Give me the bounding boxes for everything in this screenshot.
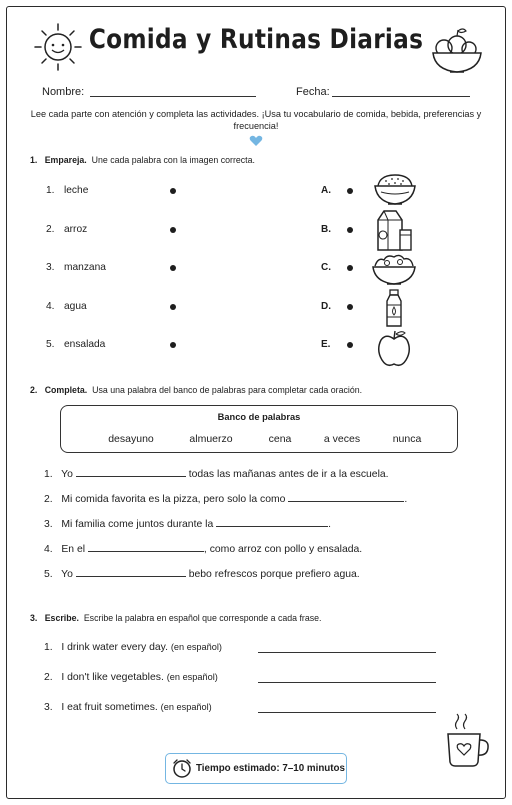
salad-bowl-icon — [370, 252, 418, 288]
answer-line[interactable] — [258, 682, 436, 683]
translate-item — [44, 672, 218, 683]
match-dot-left[interactable] — [170, 188, 176, 194]
answer-line[interactable] — [258, 652, 436, 653]
bank-word: cena — [268, 433, 292, 445]
section-number: 3. — [30, 613, 38, 623]
sentence-item — [44, 569, 360, 580]
water-bottle-icon — [383, 289, 405, 329]
name-label: Nombre: — [42, 86, 85, 98]
english-phrase: I don't like vegetables. — [61, 672, 164, 683]
section-text: Escribe la palabra en español que corresponde a cada frase. — [83, 613, 322, 623]
instructions: Lee cada parte con atención y completa las actividades. ¡Usa tu vocabulario de comida, bebida, preferencias y frecuencia! — [30, 109, 482, 131]
translate-item — [44, 642, 222, 653]
item-number: 3. — [44, 702, 53, 713]
name-field[interactable] — [90, 96, 256, 97]
section-1-heading — [30, 155, 255, 165]
heart-icon — [249, 135, 263, 147]
match-word: agua — [64, 301, 87, 312]
match-dot-left[interactable] — [170, 265, 176, 271]
option-letter: D. — [321, 301, 331, 312]
english-phrase: I eat fruit sometimes. — [61, 702, 158, 713]
match-dot-right[interactable] — [347, 342, 353, 348]
fruit-bowl-icon — [430, 26, 484, 76]
section-text: Usa una palabra del banco de palabras para completar cada oración. — [92, 385, 363, 395]
match-dot-left[interactable] — [170, 304, 176, 310]
option-letter: A. — [321, 185, 331, 196]
sentence-end: todas las mañanas antes de ir a la escuela. — [188, 469, 389, 480]
item-number: 2. — [44, 494, 53, 505]
sentence-end: . — [328, 519, 332, 530]
match-word: manzana — [64, 262, 106, 273]
section-text: Une cada palabra con la imagen correcta. — [91, 155, 255, 165]
sentence-start: En el — [61, 544, 86, 555]
answer-blank[interactable] — [216, 526, 328, 527]
item-number: 1. — [44, 642, 53, 653]
match-dot-right[interactable] — [347, 227, 353, 233]
bank-word: desayuno — [108, 433, 154, 445]
answer-blank[interactable] — [288, 501, 404, 502]
english-phrase: I drink water every day. — [61, 642, 168, 653]
item-number: 4. — [46, 301, 55, 312]
section-title: Escribe. — [44, 613, 79, 623]
clock-icon — [173, 759, 191, 778]
item-number: 3. — [44, 519, 53, 530]
sentence-item — [44, 519, 331, 530]
rice-bowl-icon — [372, 172, 418, 208]
time-estimate-badge — [165, 753, 347, 784]
option-letter: B. — [321, 224, 331, 235]
bank-word: almuerzo — [189, 433, 233, 445]
option-letter: E. — [321, 339, 331, 350]
item-number: 5. — [44, 569, 53, 580]
hint: (en español) — [166, 672, 218, 682]
sentence-item — [44, 494, 407, 505]
sentence-start: Mi familia come juntos durante la — [61, 519, 214, 530]
word-bank — [60, 405, 458, 453]
section-2-heading — [30, 385, 362, 395]
hint: (en español) — [170, 642, 222, 652]
coffee-mug-icon — [443, 716, 495, 770]
match-word: arroz — [64, 224, 88, 235]
sentence-item — [44, 469, 389, 480]
match-dot-right[interactable] — [347, 265, 353, 271]
sentence-start: Mi comida favorita es la pizza, pero solo la como — [61, 494, 286, 505]
sentence-end: . — [404, 494, 408, 505]
section-3-heading — [30, 613, 321, 623]
hint: (en español) — [160, 702, 212, 712]
section-title: Empareja. — [44, 155, 87, 165]
word-bank-title: Banco de palabras — [217, 412, 301, 422]
section-title: Completa. — [44, 385, 88, 395]
date-field[interactable] — [332, 96, 470, 97]
option-letter: C. — [321, 262, 331, 273]
answer-blank[interactable] — [88, 551, 204, 552]
item-number: 5. — [46, 339, 55, 350]
answer-blank[interactable] — [76, 476, 186, 477]
section-number: 1. — [30, 155, 38, 165]
sentence-item — [44, 544, 362, 555]
sentence-end: , como arroz con pollo y ensalada. — [203, 544, 363, 555]
match-dot-right[interactable] — [347, 188, 353, 194]
page-title: Comida y Rutinas Diarias — [88, 24, 424, 55]
item-number: 1. — [44, 469, 53, 480]
match-dot-right[interactable] — [347, 304, 353, 310]
match-word: ensalada — [64, 339, 106, 350]
match-dot-left[interactable] — [170, 227, 176, 233]
date-label: Fecha: — [296, 86, 330, 98]
item-number: 4. — [44, 544, 53, 555]
answer-line[interactable] — [258, 712, 436, 713]
match-dot-left[interactable] — [170, 342, 176, 348]
apple-icon — [376, 329, 412, 369]
item-number: 2. — [46, 224, 55, 235]
bank-word: nunca — [392, 433, 422, 445]
item-number: 2. — [44, 672, 53, 683]
sentence-start: Yo — [61, 469, 73, 480]
bank-word: a veces — [323, 433, 361, 445]
item-number: 1. — [46, 185, 55, 196]
translate-item — [44, 702, 212, 713]
milk-carton-icon — [375, 208, 415, 252]
match-word: leche — [64, 185, 89, 196]
sentence-start: Yo — [61, 569, 73, 580]
answer-blank[interactable] — [76, 576, 186, 577]
sentence-end: bebo refrescos porque prefiero agua. — [188, 569, 360, 580]
time-estimate-text: Tiempo estimado: 7–10 minutos — [196, 763, 345, 774]
section-number: 2. — [30, 385, 38, 395]
item-number: 3. — [46, 262, 55, 273]
